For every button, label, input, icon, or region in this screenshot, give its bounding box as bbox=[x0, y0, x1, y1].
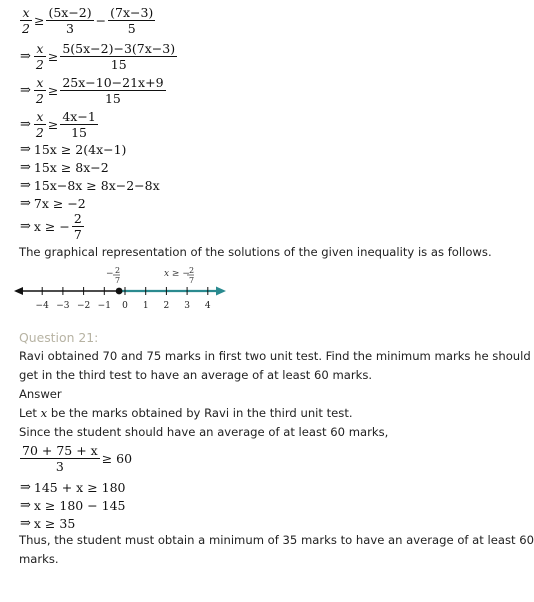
conclusion-line-1: Thus, the student must obtain a minimum of 35 marks to have an average of at least 60 bbox=[19, 533, 534, 547]
point-label-num: 2 bbox=[115, 266, 121, 275]
step-8 bbox=[20, 196, 86, 211]
tick-label: 0 bbox=[122, 301, 128, 311]
implies-arrow: ⇒ bbox=[20, 178, 31, 193]
point-label-sign: − bbox=[106, 269, 114, 279]
step-2 bbox=[20, 42, 177, 71]
step-6 bbox=[20, 160, 109, 175]
fraction: $\frac{25x-10-21x+9}{15}$ bbox=[62, 75, 164, 106]
implies-arrow: ⇒ bbox=[20, 142, 31, 157]
solution-arrow bbox=[216, 287, 226, 296]
let-line: Let x be the marks obtained by Ravi in the third unit test. bbox=[19, 406, 353, 420]
expression: x ≥ 35 bbox=[33, 516, 76, 531]
fraction: $\frac{x}{2}$ bbox=[35, 75, 44, 106]
tick-label: −4 bbox=[35, 301, 49, 311]
operator: − bbox=[95, 13, 107, 28]
operator: ≥ bbox=[47, 117, 59, 132]
graph-sentence: The graphical representation of the solutions of the given inequality is as follows. bbox=[19, 245, 492, 259]
tick-label: −3 bbox=[56, 301, 70, 311]
expression: ≥ 60 bbox=[101, 451, 133, 466]
fraction: $\frac{x}{2}$ bbox=[22, 5, 30, 36]
answer-label: Answer bbox=[19, 387, 62, 401]
point-label-den: 7 bbox=[115, 276, 121, 285]
tick-label: 1 bbox=[142, 301, 149, 311]
step-4 bbox=[20, 110, 98, 139]
implies-arrow: ⇒ bbox=[20, 498, 31, 513]
tick-label: 2 bbox=[163, 301, 170, 311]
since-line: Since the student should have an average of at least 60 marks, bbox=[19, 425, 389, 439]
implies-arrow: ⇒ bbox=[20, 196, 31, 211]
expression: 15x ≥ 2(4x−1) bbox=[33, 142, 127, 157]
tick-label: −1 bbox=[97, 301, 111, 311]
operator: ≥ bbox=[47, 83, 59, 98]
operator: ≥ bbox=[33, 13, 45, 28]
expression: x ≥ 180 − 145 bbox=[33, 498, 126, 513]
step-3 bbox=[20, 76, 166, 105]
expression: x ≥ − bbox=[33, 219, 70, 234]
tick-label: 3 bbox=[184, 301, 190, 311]
q21-step-2 bbox=[20, 498, 126, 513]
fraction: $\frac{x}{2}$ bbox=[35, 41, 44, 72]
implies-arrow: ⇒ bbox=[20, 83, 31, 98]
fraction: $\frac{(7x-3)}{5}$ bbox=[110, 5, 154, 36]
region-label-text: x ≥ − bbox=[164, 269, 190, 279]
implies-arrow: ⇒ bbox=[20, 516, 31, 531]
q21-step-3 bbox=[20, 516, 75, 531]
q21-step-1 bbox=[20, 480, 126, 495]
step-5 bbox=[20, 142, 126, 157]
question-heading: Question 21: bbox=[19, 330, 99, 345]
operator: ≥ bbox=[47, 49, 59, 64]
region-label-den: 7 bbox=[189, 276, 195, 285]
step-1 bbox=[20, 6, 155, 35]
average-inequality bbox=[20, 444, 132, 473]
implies-arrow: ⇒ bbox=[20, 49, 31, 64]
fraction: $\frac{(5x-2)}{3}$ bbox=[48, 5, 92, 36]
fraction: $\frac{2}{7}$ bbox=[73, 211, 82, 242]
number-line bbox=[14, 264, 234, 314]
expression: 15x−8x ≥ 8x−2−8x bbox=[33, 178, 160, 193]
implies-arrow: ⇒ bbox=[20, 219, 31, 234]
expression: 7x ≥ −2 bbox=[33, 196, 86, 211]
expression: 145 + x ≥ 180 bbox=[33, 480, 126, 495]
implies-arrow: ⇒ bbox=[20, 480, 31, 495]
question-line-2: get in the third test to have an average of at least 60 marks. bbox=[19, 368, 373, 382]
fraction: $\frac{70 + 75 + x}{3}$ bbox=[22, 443, 98, 474]
conclusion-line-2: marks. bbox=[19, 552, 59, 566]
tick-label: 4 bbox=[204, 301, 211, 311]
expression: 15x ≥ 8x−2 bbox=[33, 160, 109, 175]
axis-arrow-left bbox=[14, 287, 23, 295]
implies-arrow: ⇒ bbox=[20, 160, 31, 175]
solution-point bbox=[116, 288, 123, 295]
step-9 bbox=[20, 212, 84, 241]
region-label-num: 2 bbox=[189, 266, 195, 275]
tick-label: −2 bbox=[76, 301, 91, 311]
fraction: $\frac{4x-1}{15}$ bbox=[62, 109, 96, 140]
step-7 bbox=[20, 178, 160, 193]
fraction: $\frac{x}{2}$ bbox=[35, 109, 44, 140]
implies-arrow: ⇒ bbox=[20, 117, 31, 132]
question-line-1: Ravi obtained 70 and 75 marks in first two unit test. Find the minimum marks he should bbox=[19, 349, 531, 363]
fraction: $\frac{5(5x-2)-3(7x-3)}{15}$ bbox=[62, 41, 176, 72]
